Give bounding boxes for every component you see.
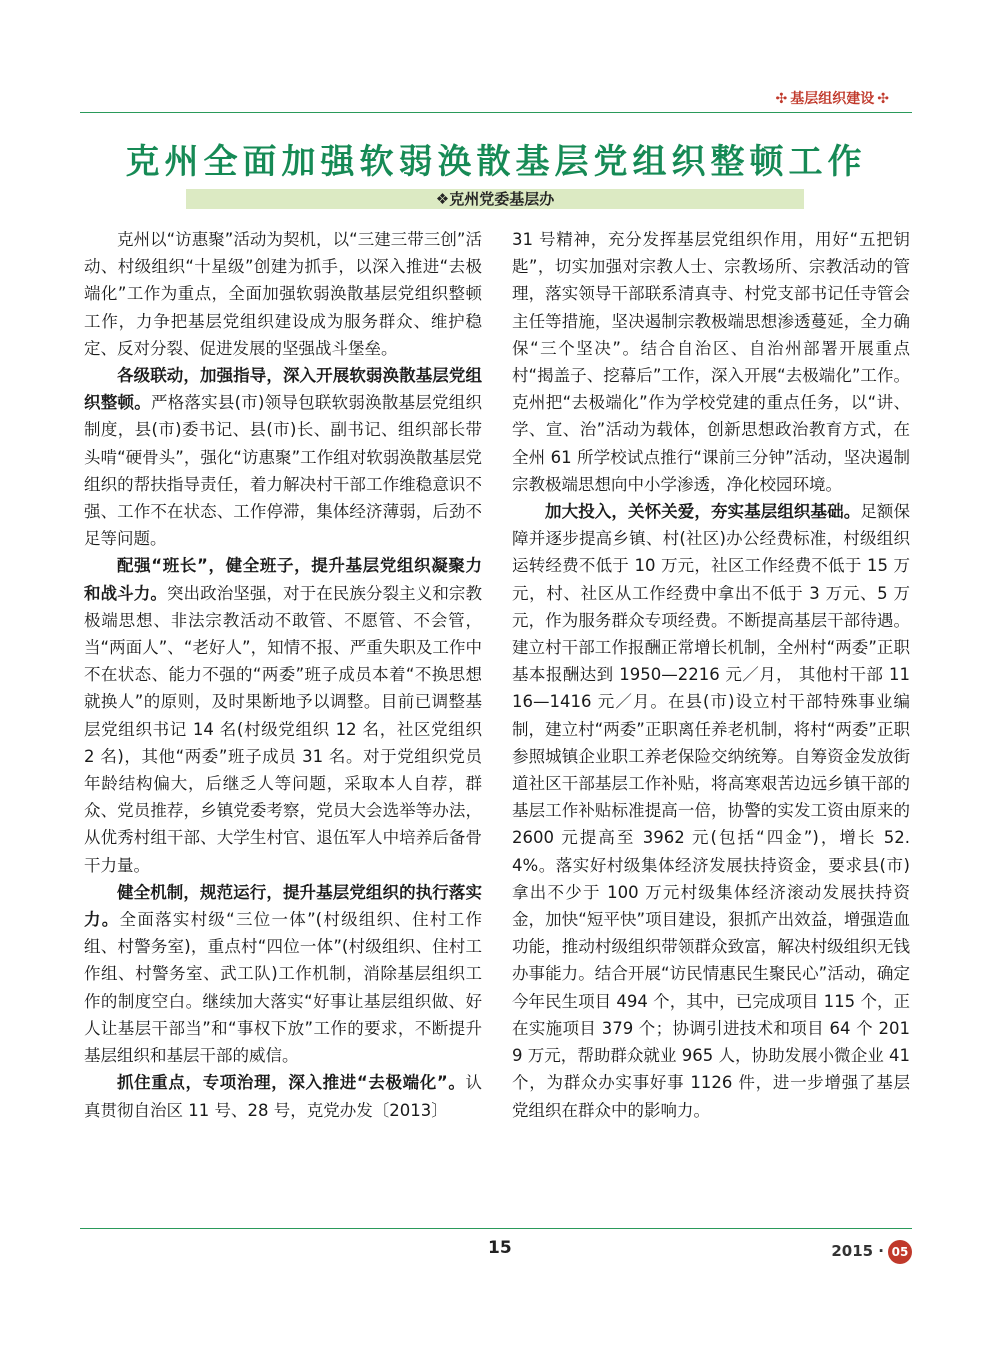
paragraph-body: 突出政治坚强，对于在民族分裂主义和宗教极端思想、非法宗教活动不敢管、不愿管、不会管，当“两面人”、“老好人”，知情不报、严重失职及工作中不在状态、能力不强的“两委”班子成员本着“不换思想就换人”的原则，及时果断地予以调整。目前已调整基层党组织书记 14 名(村级党组织 12 名，社区党组织 2 名)，其他“两委”班子成员 31 名。对于党组织党员年龄结构偏大，后继乏人等问题，采取本人自荐，群众、党员推荐，乡镇党委考察，党员大会选举等办法，从优秀村组干部、大学生村官、退伍军人中培养后备骨干力量。	[84, 583, 483, 875]
paragraph-body: 全面落实村级“三位一体”(村级组织、住村工作组、村警务室)，重点村“四位一体”(村级组织、住村工作组、村警务室、武工队)工作机制，消除基层组织工作的制度空白。继续加大落实“好事让基层组织做、好人让基层干部当”和“事权下放”工作的要求，不断提升基层组织和基层干部的威信。	[84, 910, 482, 1066]
paragraph-heading: 健全机制，规范运行，提升基层党组织的执行落实力。	[84, 882, 482, 930]
issue-year: 2015 ·	[831, 1242, 884, 1260]
bottom-rule	[80, 1228, 912, 1229]
left-column	[84, 226, 482, 1124]
flower-icon: ✣	[877, 91, 889, 107]
paragraph	[512, 498, 910, 1124]
paragraph: 31 号精神，充分发挥基层党组织作用，用好“五把钥匙”，切实加强对宗教人士、宗教场所、宗教活动的管理，落实领导干部联系清真寺、村党支部书记任寺管会主任等措施，坚决遏制宗教极端思想渗透蔓延，全力确保“三个坚决”。结合自治区、自治州部署开展重点村“揭盖子、挖幕后”工作，深入开展“去极端化”工作。克州把“去极端化”作为学校党建的重点任务，以“讲、学、宣、治”活动为载体，创新思想政治教育方式，在全州 61 所学校试点推行“课前三分钟”活动，坚决遏制宗教极端思想向中小学渗透，净化校园环境。	[512, 230, 910, 494]
paragraph-body: 足额保障并逐步提高乡镇、村(社区)办公经费标准，村级组织运转经费不低于 10 万元，社区工作经费不低于 15 万元，村、社区从工作经费中拿出不低于 3 万元、5 万元，作为服务群众专项经费。不断提高基层干部待遇。建立村干部工作报酬正常增长机制，全州村“两委”正职基本报酬达到 1950—2216 元／月， 其他村干部 1116—1416 元／月。在县(市)设立村干部特殊事业编制，建立村“两委”正职离任养老机制，将村“两委”正职参照城镇企业职工养老保险交纳统筹。自筹资金发放街道社区干部基层工作补贴，将高寒艰苦边远乡镇干部的基层工作补贴标准提高一倍，协警的实发工资由原来的 2600 元提高至 3962 元(包括“四金”)，增长 52.4%。落实好村级集体经济发展扶持资金，要求县(市)拿出不少于 100 万元村级集体经济滚动发展扶持资金，加快“短平快”项目建设，狠抓产出效益，增强造血功能，推动村级组织带领群众致富，解决村级组织无钱办事能力。结合开展“访民情惠民生聚民心”活动，确定今年民生项目 494 个，其中，已完成项目 115 个，正在实施项目 379 个；协调引进技术和项目 64 个 2019 万元，帮助群众就业 965 人，协助发展小微企业 41 个，为群众办实事好事 1126 件，进一步增强了基层党组织在群众中的影响力。	[512, 502, 911, 1120]
paragraph: 克州以“访惠聚”活动为契机，以“三建三带三创”活动、村级组织“十星级”创建为抓手，以深入推进“去极端化”工作为重点，全面加强软弱涣散基层党组织整顿工作，力争把基层党组织建设成为服务群众、维护稳定、反对分裂、促进发展的坚强战斗堡垒。	[84, 230, 482, 358]
paragraph-heading: 各级联动，加强指导，深入开展软弱涣散基层党组织整顿。	[84, 366, 482, 413]
page-number: 15	[488, 1238, 512, 1258]
section-name: 基层组织建设	[790, 91, 875, 107]
author-bar: ❖克州党委基层办	[186, 189, 804, 209]
paragraph	[84, 362, 482, 552]
paragraph	[84, 552, 482, 878]
top-rule	[80, 112, 912, 113]
section-tag	[773, 88, 892, 108]
flower-icon: ✣	[775, 91, 788, 107]
issue-badge: 05	[888, 1240, 912, 1264]
paragraph	[84, 1069, 482, 1123]
paragraph-heading: 配强“班长”，健全班子，提升基层党组织凝聚力和战斗力。	[84, 556, 482, 603]
paragraph-body: 严格落实县(市)领导包联软弱涣散基层党组织制度，县(市)委书记、县(市)长、副书记、组织部长带头啃“硬骨头”，强化“访惠聚”工作组对软弱涣散基层党组织的帮扶指导责任，着力解决村干部工作维稳意识不强、工作不在状态、工作停滞，集体经济薄弱，后劲不足等问题。	[84, 393, 482, 549]
paragraph-body: 认真贯彻自治区 11 号、28 号，克党办发〔2013〕	[84, 1073, 482, 1120]
paragraph	[84, 879, 482, 1069]
right-column	[512, 226, 910, 1124]
paragraph-heading: 加大投入，关怀关爱，夯实基层组织基础。	[545, 502, 861, 522]
paragraph-heading: 抓住重点，专项治理，深入推进“去极端化”。	[117, 1073, 466, 1093]
article-title: 克州全面加强软弱涣散基层党组织整顿工作	[125, 142, 867, 182]
issue-label	[831, 1240, 912, 1264]
